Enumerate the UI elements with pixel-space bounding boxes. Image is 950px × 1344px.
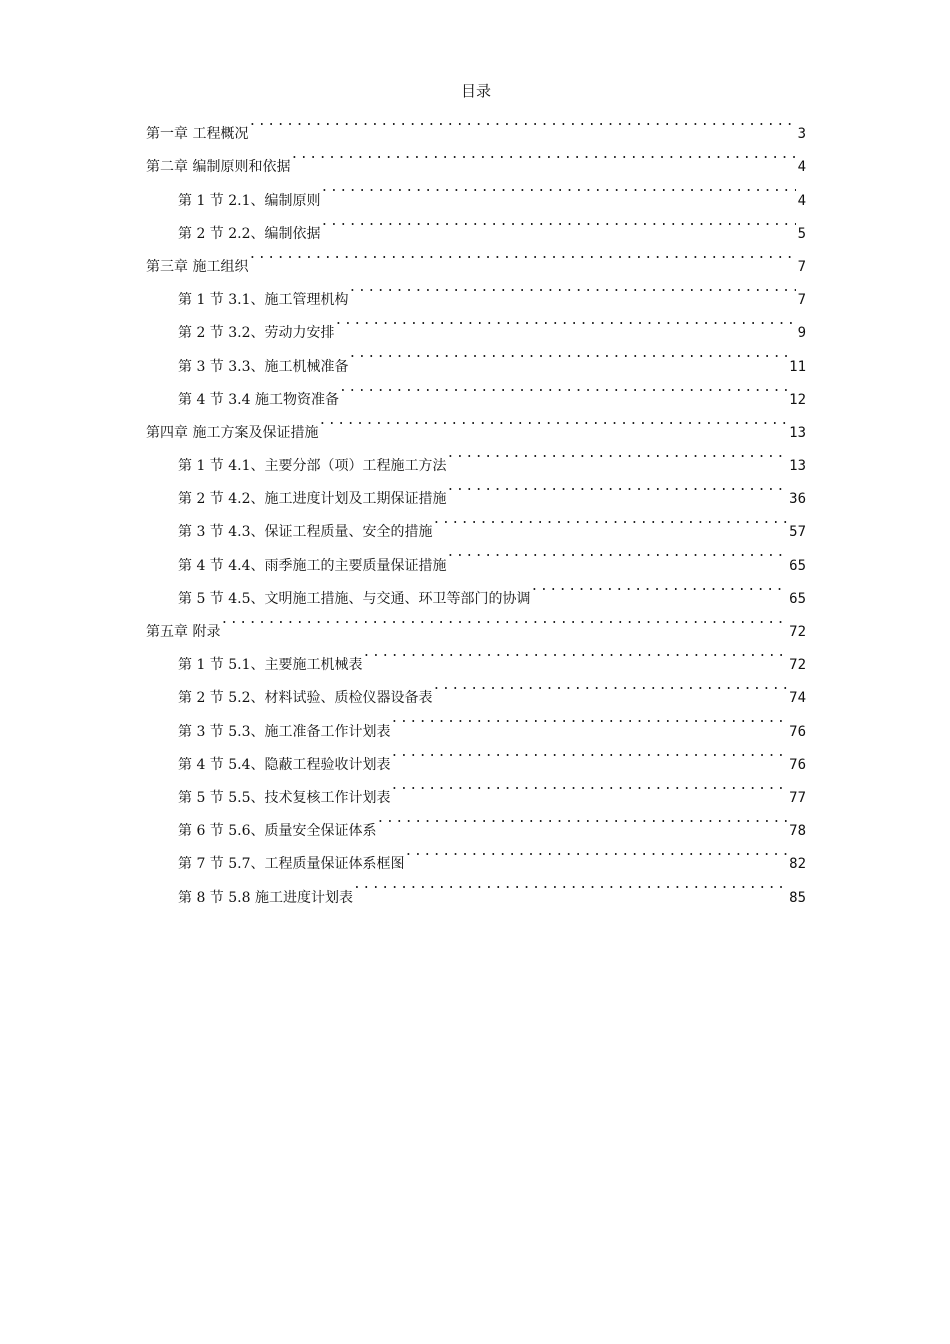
entry-label: 第五章 附录 — [146, 624, 221, 640]
entry-page-number: 7 — [797, 292, 806, 309]
entry-page-number: 12 — [789, 391, 806, 408]
entry-label: 第 7 节 5.7、工程质量保证体系框图 — [178, 856, 405, 873]
dot-leader — [447, 437, 788, 470]
dot-leader — [349, 271, 796, 304]
entry-page-number: 13 — [789, 458, 806, 475]
entry-page-number: 74 — [789, 690, 806, 707]
dot-leader — [349, 337, 788, 370]
entry-page-number: 78 — [789, 823, 806, 840]
entry-page-number: 77 — [789, 789, 806, 806]
dot-leader — [531, 570, 788, 603]
entry-label: 第 2 节 4.2、施工进度计划及工期保证措施 — [178, 491, 447, 508]
dot-leader — [248, 238, 795, 271]
toc-entry-chapter-5[interactable] — [146, 603, 806, 640]
entry-page-number: 9 — [797, 325, 806, 342]
dot-leader — [391, 702, 788, 735]
entry-page-number: 36 — [789, 491, 806, 508]
entry-label: 第 2 节 2.2、编制依据 — [178, 225, 321, 242]
entry-label: 第 4 节 3.4 施工物资准备 — [178, 391, 339, 408]
entry-page-number: 7 — [797, 258, 806, 275]
dot-leader — [391, 769, 788, 802]
dot-leader — [447, 536, 788, 569]
dot-leader — [433, 669, 788, 702]
dot-leader — [318, 404, 787, 437]
dot-leader — [447, 470, 788, 503]
entry-page-number: 72 — [789, 624, 806, 640]
entry-page-number: 4 — [797, 159, 806, 176]
toc-entry-section-5-1[interactable] — [146, 636, 806, 674]
entry-page-number: 82 — [789, 856, 806, 873]
dot-leader — [321, 171, 796, 204]
dot-leader — [353, 868, 787, 901]
entry-label: 第一章 工程概况 — [146, 126, 249, 143]
entry-page-number: 3 — [797, 126, 806, 143]
entry-label: 第 5 节 4.5、文明施工措施、与交通、环卫等部门的协调 — [178, 590, 531, 607]
dot-leader — [339, 371, 787, 404]
entry-label: 第 1 节 3.1、施工管理机构 — [178, 292, 349, 309]
dot-leader — [391, 736, 788, 769]
entry-label: 第二章 编制原则和依据 — [146, 159, 291, 176]
entry-page-number: 5 — [797, 225, 806, 242]
entry-label: 第 2 节 5.2、材料试验、质检仪器设备表 — [178, 690, 433, 707]
table-of-contents — [146, 80, 806, 906]
entry-label: 第 3 节 3.3、施工机械准备 — [178, 358, 349, 375]
entry-page-number: 13 — [789, 424, 806, 441]
entry-label: 第 8 节 5.8 施工进度计划表 — [178, 889, 353, 906]
dot-leader — [335, 304, 796, 337]
entry-page-number: 57 — [789, 524, 806, 541]
toc-entry-chapter-1[interactable] — [146, 105, 806, 143]
entry-label: 第 6 节 5.6、质量安全保证体系 — [178, 823, 377, 840]
dot-leader — [405, 835, 788, 868]
dot-leader — [321, 205, 796, 238]
entry-page-number: 72 — [789, 657, 806, 674]
entry-page-number: 76 — [789, 723, 806, 740]
entry-label: 第 1 节 2.1、编制原则 — [178, 192, 321, 209]
entry-label: 第 4 节 5.4、隐蔽工程验收计划表 — [178, 756, 391, 773]
entry-label: 第 2 节 3.2、劳动力安排 — [178, 325, 335, 342]
entry-page-number: 76 — [789, 756, 806, 773]
entry-page-number: 65 — [789, 557, 806, 574]
entry-label: 第 3 节 4.3、保证工程质量、安全的措施 — [178, 524, 433, 541]
entry-page-number: 65 — [789, 590, 806, 607]
entry-page-number: 4 — [797, 192, 806, 209]
entry-page-number: 85 — [789, 889, 806, 906]
entry-label: 第 1 节 5.1、主要施工机械表 — [178, 657, 363, 674]
dot-leader — [433, 503, 788, 536]
dot-leader — [248, 105, 795, 138]
entry-page-number: 11 — [789, 358, 806, 375]
dot-leader — [377, 802, 788, 835]
entry-label: 第 1 节 4.1、主要分部（项）工程施工方法 — [178, 458, 447, 475]
entry-label: 第 5 节 5.5、技术复核工作计划表 — [178, 789, 391, 806]
entry-label: 第 4 节 4.4、雨季施工的主要质量保证措施 — [178, 557, 447, 574]
entry-label: 第四章 施工方案及保证措施 — [146, 424, 319, 441]
entry-label: 第三章 施工组织 — [146, 258, 249, 275]
dot-leader — [220, 603, 787, 636]
toc-title: 目录 — [460, 82, 491, 100]
dot-leader — [290, 138, 795, 171]
entry-label: 第 3 节 5.3、施工准备工作计划表 — [178, 723, 391, 740]
dot-leader — [363, 636, 788, 669]
